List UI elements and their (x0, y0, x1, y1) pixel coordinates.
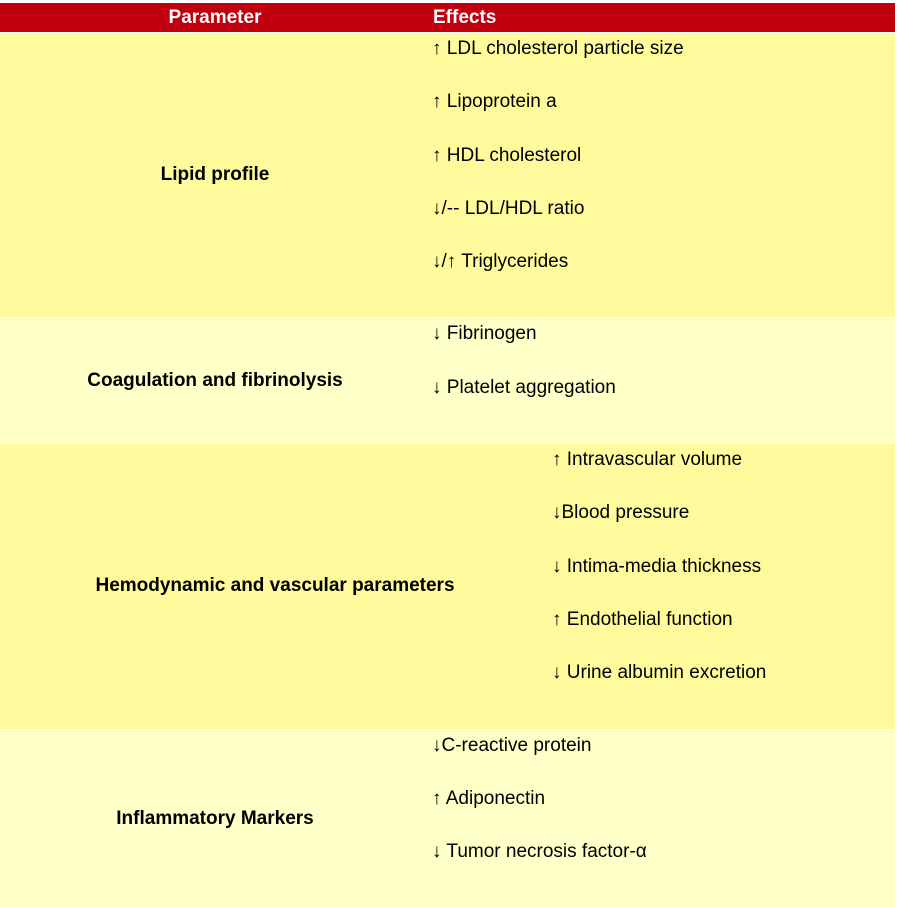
effects-cell (430, 318, 895, 443)
effect-item: ↓C-reactive protein (432, 734, 592, 756)
row-inflammatory (0, 729, 895, 907)
table-header (0, 3, 895, 32)
effect-item: ↓Blood pressure (552, 502, 690, 524)
effect-item: ↑ Lipoprotein a (432, 91, 557, 113)
effect-item: ↑ Endothelial function (552, 608, 733, 630)
effect-item: ↓ Platelet aggregation (432, 376, 616, 398)
effect-item: ↓ Urine albumin excretion (552, 662, 767, 684)
effects-cell (430, 33, 895, 317)
parameter-cell: Coagulation and fibrinolysis (87, 369, 343, 391)
header-parameter: Parameter (168, 6, 262, 28)
row-lipid-profile (0, 32, 895, 317)
parameter-cell: Lipid profile (160, 164, 270, 186)
parameter-cell: Hemodynamic and vascular parameters (95, 575, 455, 597)
effect-item: ↑ LDL cholesterol particle size (432, 38, 684, 59)
effect-item: ↓/↑ Triglycerides (432, 251, 569, 273)
effect-item: ↓ Intima-media thickness (552, 555, 762, 577)
effect-item: ↓ Tumor necrosis factor-α (432, 841, 647, 863)
effect-item: ↑ Intravascular volume (552, 449, 743, 471)
row-hemodynamic (0, 443, 895, 728)
effects-table (0, 3, 895, 907)
effect-item: ↑ Adiponectin (432, 787, 546, 809)
effects-cell (550, 444, 895, 728)
effect-item: ↑ HDL cholesterol (432, 144, 582, 166)
effect-item: ↓/-- LDL/HDL ratio (432, 197, 585, 219)
parameter-cell: Inflammatory Markers (116, 807, 314, 829)
row-coagulation (0, 317, 895, 443)
effects-cell (430, 730, 895, 907)
effect-item: ↓ Fibrinogen (432, 323, 537, 345)
header-effects: Effects (433, 6, 497, 28)
